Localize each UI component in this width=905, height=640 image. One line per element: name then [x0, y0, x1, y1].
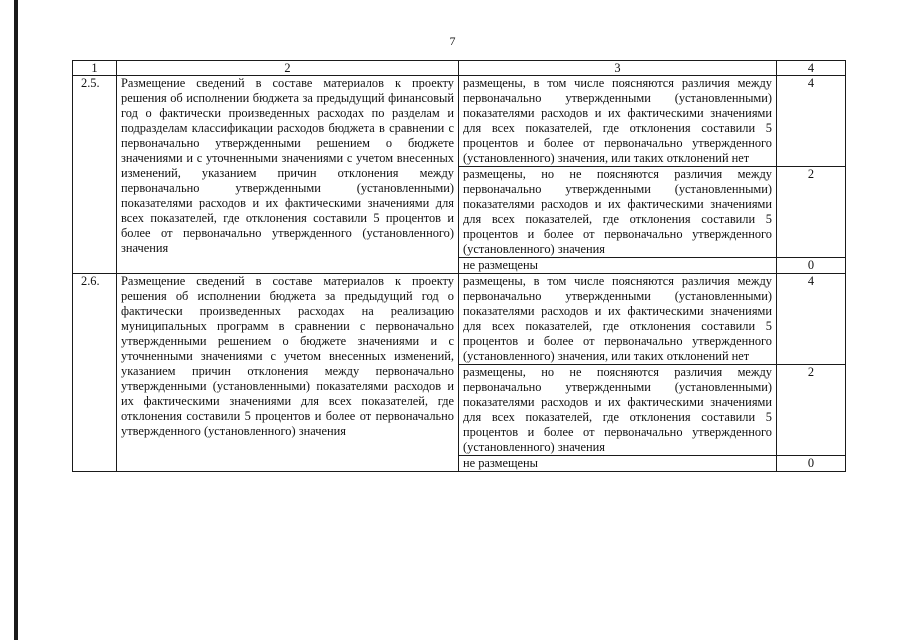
criterion-text: не размещены	[459, 456, 777, 472]
criterion-score: 4	[777, 76, 846, 167]
criterion-text: размещены, но не поясняются различия между первоначально утвержденными (установленными) показателями расходов и их фактическими значениями для всех показателей, где отклонения составили 5 процентов и более от первоначально утвержденного (установленного) значения	[459, 365, 777, 456]
row-number: 2.5.	[73, 76, 117, 274]
criterion-score: 2	[777, 167, 846, 258]
row-description: Размещение сведений в составе материалов к проекту решения об исполнении бюджета за предыдущий год о фактически произведенных расходах на реализацию муниципальных программ в сравнении с первоначально утвержденными решением о бюджете значениями и с уточненными значениями с учетом внесенных изменений, указанием причин отклонения между первоначально утвержденными (установленными) показателями расходов и их фактическими значениями для всех показателей, где отклонения составили 5 процентов и более от первоначально утвержденного (установленного) значения	[117, 274, 459, 472]
table-row	[73, 274, 846, 365]
criterion-score: 0	[777, 456, 846, 472]
criterion-score: 2	[777, 365, 846, 456]
row-number: 2.6.	[73, 274, 117, 472]
criterion-text: размещены, но не поясняются различия между первоначально утвержденными (установленными) показателями расходов и их фактическими значениями для всех показателей, где отклонения составили 5 процентов и более от первоначально утвержденного (установленного) значения	[459, 167, 777, 258]
page-number: 7	[449, 34, 456, 48]
criterion-score: 4	[777, 274, 846, 365]
criterion-text: не размещены	[459, 258, 777, 274]
criterion-text: размещены, в том числе поясняются различия между первоначально утвержденными (установленными) показателями расходов и их фактическими значениями для всех показателей, где отклонения составили 5 процентов и более от первоначально утвержденного (установленного) значения, или таких отклонений нет	[459, 274, 777, 365]
criterion-score: 0	[777, 258, 846, 274]
table-row	[73, 76, 846, 167]
table-header-row	[73, 61, 846, 76]
header-cell-3: 3	[459, 61, 777, 76]
criteria-table	[72, 60, 846, 472]
criterion-text: размещены, в том числе поясняются различия между первоначально утвержденными (установленными) показателями расходов и их фактическими значениями для всех показателей, где отклонения составили 5 процентов и более от первоначально утвержденного (установленного) значения, или таких отклонений нет	[459, 76, 777, 167]
header-cell-1: 1	[73, 61, 117, 76]
header-cell-4: 4	[777, 61, 846, 76]
header-cell-2: 2	[117, 61, 459, 76]
row-description: Размещение сведений в составе материалов к проекту решения об исполнении бюджета за предыдущий финансовый год о фактически произведенных расходах по разделам и подразделам классификации расходов бюджета в сравнении с первоначально утвержденными решением о бюджете значениями и с уточненными значениями с учетом внесенных изменений, указанием причин отклонения между первоначально утвержденными (установленными) показателями расходов и их фактическими значениями для всех показателей, где отклонения составили 5 процентов и более от первоначально утвержденного (установленного) значения	[117, 76, 459, 274]
scan-edge-line	[14, 0, 18, 640]
